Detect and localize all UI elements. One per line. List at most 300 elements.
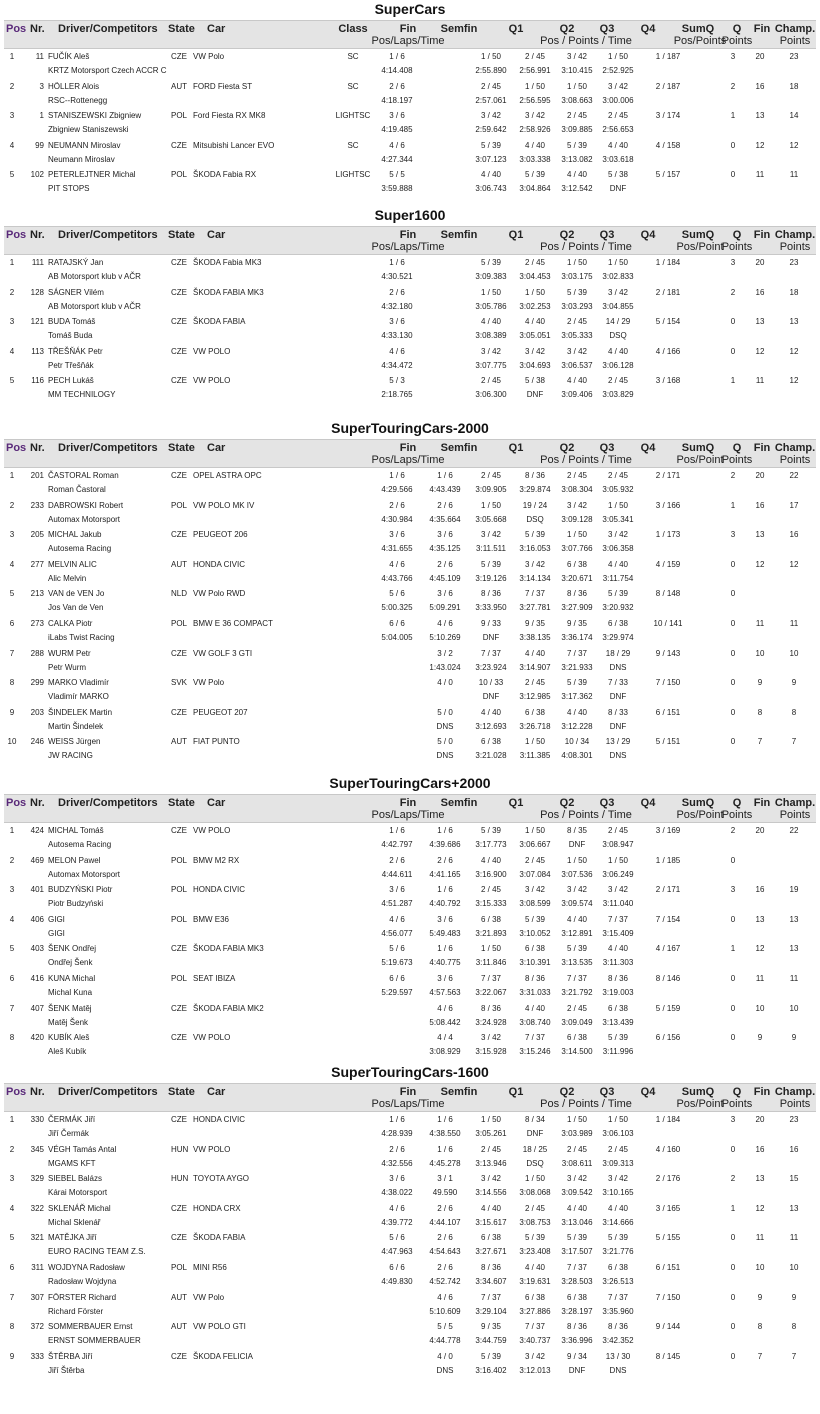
- cell-nr: 322: [30, 1203, 44, 1213]
- cell-fin1: 2 / 6: [389, 1144, 405, 1154]
- cell-q4a: 3 / 42: [607, 885, 629, 895]
- header-driver: Driver/Competitors: [58, 797, 158, 809]
- cell-team: Jiří Štěrba: [48, 1365, 85, 1375]
- cell-nr: 299: [30, 678, 44, 688]
- cell-q1a: 3 / 42: [480, 1033, 502, 1043]
- cell-fin2: 5:00.325: [381, 603, 413, 613]
- cell-fin2: 4:38.022: [381, 1188, 413, 1198]
- cell-driver: DABROWSKI Robert: [48, 500, 124, 510]
- cell-pos: 4: [9, 559, 15, 569]
- cell-team: Piotr Budzyński: [48, 899, 104, 909]
- cell-car: VW POLO: [193, 1033, 231, 1043]
- table-row: [4, 1031, 816, 1061]
- cell-fin2: 4:39.772: [381, 1217, 413, 1227]
- cell-q2a: 8 / 36: [524, 974, 546, 983]
- cell-q4b: 2:56.653: [602, 125, 634, 135]
- cell-qp: 2: [730, 81, 736, 91]
- table-row: [4, 1231, 816, 1261]
- cell-q2b: 3:07.084: [519, 869, 551, 879]
- cell-cp: 16: [789, 530, 799, 540]
- cell-cp: 18: [789, 287, 799, 297]
- table-row: [4, 315, 816, 345]
- cell-semf1: 2 / 6: [437, 1263, 453, 1272]
- cell-team: RSC--Rottenegg: [48, 95, 108, 105]
- cell-nr: 99: [35, 140, 44, 150]
- cell-sumq: 2 / 176: [655, 1174, 681, 1184]
- cell-fin2: 4:49.830: [381, 1277, 413, 1286]
- cell-q1a: 1 / 50: [480, 500, 502, 510]
- cell-driver: SIEBEL Balázs: [48, 1174, 102, 1184]
- cell-q4a: 7 / 33: [607, 678, 629, 688]
- cell-q3a: 4 / 40: [566, 170, 588, 180]
- cell-fp: 11: [755, 376, 765, 386]
- cell-q1b: 3:17.773: [475, 840, 507, 849]
- cell-q4b: DNF: [609, 721, 627, 731]
- cell-car: FORD Fiesta ST: [193, 81, 253, 91]
- cell-state: CZE: [171, 140, 187, 150]
- cell-q4b: 2:52.925: [602, 66, 634, 75]
- header-q2: Q2: [559, 229, 575, 241]
- cell-nr: 407: [30, 1003, 44, 1013]
- cell-fin1: 3 / 6: [389, 885, 405, 895]
- cell-q1b: 3:16.900: [475, 869, 507, 879]
- cell-cp: 10: [789, 648, 799, 658]
- cell-qp: 3: [730, 1115, 736, 1124]
- cell-driver: WURM Petr: [48, 648, 91, 658]
- cell-cp: 19: [789, 885, 799, 895]
- header-semfin: Semfin: [440, 797, 478, 809]
- cell-q2a: 4 / 40: [524, 317, 546, 327]
- cell-q2a: 2 / 45: [524, 1203, 546, 1213]
- section-title: SuperTouringCars+2000: [329, 775, 491, 791]
- cell-q1b: 3:23.924: [475, 662, 507, 672]
- cell-sumq: 4 / 167: [655, 944, 681, 954]
- cell-pos: 4: [9, 346, 15, 356]
- cell-fin1: 2 / 6: [389, 500, 405, 510]
- cell-fin1: 1 / 6: [389, 1115, 405, 1124]
- cell-pos: 1: [9, 471, 15, 480]
- cell-pos: 4: [9, 914, 15, 924]
- table-row: [4, 256, 816, 286]
- cell-team: Michal Kuna: [48, 988, 93, 997]
- cell-pos: 7: [9, 648, 15, 658]
- cell-driver: ŠINDELEK Martin: [48, 707, 113, 717]
- cell-cp: 12: [789, 559, 799, 569]
- cell-q3b: 3:08.611: [561, 1158, 593, 1168]
- cell-nr: 1: [39, 111, 44, 121]
- cell-pos: 2: [9, 855, 15, 865]
- cell-driver: PECH Lukáš: [48, 376, 94, 386]
- cell-pos: 7: [9, 1292, 15, 1302]
- cell-driver: FÖRSTER Richard: [48, 1292, 117, 1302]
- cell-q2a: 4 / 40: [524, 648, 546, 658]
- subheader-fin: Pos/Laps/Time: [371, 454, 445, 466]
- cell-q2a: 3 / 42: [524, 1351, 546, 1361]
- cell-q1b: 3:15.333: [475, 899, 507, 909]
- table-row: [4, 1202, 816, 1232]
- cell-q3b: 3:09.542: [561, 1188, 593, 1198]
- cell-state: POL: [171, 170, 188, 180]
- header-semfin: Semfin: [440, 1086, 478, 1098]
- subheader-fin: Pos/Laps/Time: [371, 241, 445, 253]
- cell-sumq: 5 / 155: [655, 1233, 681, 1243]
- header-q1: Q1: [508, 229, 524, 241]
- cell-cp: 10: [789, 1003, 799, 1013]
- cell-fp: 10: [755, 1263, 765, 1272]
- cell-cp: 11: [789, 619, 799, 628]
- cell-q4a: 13 / 30: [605, 1351, 631, 1361]
- cell-fp: 16: [755, 81, 765, 91]
- cell-nr: 469: [30, 855, 44, 865]
- cell-q1b: 3:24.928: [475, 1017, 507, 1027]
- cell-cp: 13: [789, 914, 799, 924]
- cell-cls: SC: [347, 81, 359, 91]
- cell-q3b: 3:20.671: [561, 573, 593, 583]
- cell-nr: 403: [30, 944, 44, 954]
- cell-q1b: 3:15.928: [475, 1047, 507, 1057]
- cell-state: CZE: [171, 944, 187, 954]
- cell-semf2: 5:49.483: [429, 928, 461, 938]
- cell-state: AUT: [171, 81, 187, 91]
- cell-car: PEUGEOT 207: [193, 707, 248, 717]
- cell-q3b: 3:14.500: [561, 1047, 593, 1057]
- header-qpts: Q: [732, 442, 742, 454]
- cell-q2a: 3 / 42: [524, 885, 546, 895]
- cell-q4a: 6 / 38: [607, 1263, 629, 1272]
- header-state: State: [168, 1086, 195, 1098]
- cell-semf2: 4:38.550: [429, 1129, 461, 1138]
- cell-pos: 3: [9, 111, 15, 121]
- cell-team: Automax Motorsport: [48, 514, 121, 524]
- cell-q2b: 3:40.737: [519, 1336, 551, 1346]
- cell-fin2: 4:31.655: [381, 544, 413, 554]
- cell-qp: 1: [730, 111, 736, 121]
- cell-semf2: 4:35.125: [429, 544, 461, 554]
- cell-qp: 0: [730, 1033, 736, 1043]
- cell-state: CZE: [171, 471, 187, 480]
- cell-car: ŠKODA FABIA: [193, 317, 246, 327]
- cell-semf1: 2 / 6: [437, 855, 453, 865]
- cell-cp: 23: [789, 1115, 799, 1124]
- cell-q3b: 3:07.536: [561, 869, 593, 879]
- cell-q3a: 7 / 37: [566, 648, 588, 658]
- cell-cp: 13: [789, 944, 799, 954]
- section-title: Super1600: [374, 207, 446, 223]
- subheader-fin: Pos/Laps/Time: [371, 809, 445, 821]
- cell-team: MGAMS KFT: [48, 1158, 96, 1168]
- cell-pos: 5: [9, 1233, 15, 1243]
- cell-q2b: 3:08.068: [519, 1188, 551, 1198]
- cell-fp: 16: [755, 500, 765, 510]
- table-header: [4, 439, 816, 468]
- cell-sumq: 4 / 160: [655, 1144, 681, 1154]
- cell-cp: 7: [791, 1351, 797, 1361]
- cell-q4a: 5 / 38: [607, 170, 629, 180]
- cell-q4b: 3:05.932: [602, 485, 634, 494]
- cell-q3a: 7 / 37: [566, 1263, 588, 1272]
- cell-fin2: 4:44.611: [381, 869, 413, 879]
- cell-q3a: 2 / 45: [566, 1003, 588, 1013]
- cell-semf2: 1:43.024: [429, 662, 461, 672]
- cell-qp: 0: [730, 914, 736, 924]
- cell-state: POL: [171, 974, 188, 983]
- cell-car: FIAT PUNTO: [193, 737, 240, 747]
- header-fin: Fin: [399, 23, 417, 35]
- table-row: [4, 558, 816, 588]
- cell-fin2: 4:33.130: [381, 331, 413, 341]
- cell-state: HUN: [171, 1174, 189, 1184]
- cell-nr: 329: [30, 1174, 44, 1184]
- cell-q4a: 2 / 45: [607, 1144, 629, 1154]
- cell-q4b: 3:09.313: [602, 1158, 634, 1168]
- header-nr: Nr.: [30, 1086, 45, 1098]
- cell-sumq: 6 / 151: [655, 707, 681, 717]
- cell-cls: SC: [347, 140, 359, 150]
- cell-nr: 128: [30, 287, 44, 297]
- cell-q1b: 2:59.642: [475, 125, 507, 135]
- cell-cp: 8: [791, 707, 797, 717]
- cell-sumq: 7 / 154: [655, 914, 681, 924]
- cell-q1a: 7 / 37: [480, 1292, 502, 1302]
- cell-qp: 0: [730, 170, 736, 180]
- subheader-fin: Pos/Laps/Time: [371, 35, 445, 47]
- cell-car: OPEL ASTRA OPC: [193, 471, 262, 480]
- cell-semf1: 3 / 6: [437, 589, 453, 599]
- cell-cp: 17: [789, 500, 799, 510]
- cell-sumq: 1 / 184: [655, 258, 681, 267]
- cell-q4b: 3:20.932: [602, 603, 634, 613]
- cell-q1a: 4 / 40: [480, 317, 502, 327]
- cell-q1b: 3:16.402: [475, 1365, 507, 1375]
- cell-nr: 277: [30, 559, 44, 569]
- cell-nr: 113: [31, 346, 44, 356]
- cell-state: CZE: [171, 1203, 187, 1213]
- cell-q4a: 6 / 38: [607, 1003, 629, 1013]
- cell-cp: 10: [789, 1263, 799, 1272]
- cell-q3a: 4 / 40: [566, 914, 588, 924]
- cell-q1b: 3:07.123: [475, 154, 507, 164]
- cell-sumq: 2 / 171: [655, 885, 681, 895]
- cell-q1a: 4 / 40: [480, 170, 502, 180]
- cell-cp: 11: [789, 974, 799, 983]
- cell-sumq: 7 / 150: [655, 1292, 681, 1302]
- cell-car: ŠKODA Fabia RX: [193, 170, 257, 180]
- cell-q3a: 4 / 40: [566, 1203, 588, 1213]
- cell-car: BMW M2 RX: [193, 855, 240, 865]
- subheader-q23: Pos / Points / Time: [540, 454, 632, 466]
- cell-pos: 6: [9, 619, 15, 628]
- cell-semf1: 1 / 6: [437, 471, 453, 480]
- subheader-champ: Points: [779, 1098, 811, 1110]
- cell-nr: 401: [30, 885, 44, 895]
- cell-q2a: 6 / 38: [524, 944, 546, 954]
- cell-fin2: 4:18.197: [381, 95, 413, 105]
- cell-q1b: 3:07.775: [475, 360, 507, 370]
- cell-fp: 13: [755, 317, 765, 327]
- cell-q3a: 9 / 35: [566, 619, 588, 628]
- cell-team: Aleš Kubík: [48, 1047, 87, 1057]
- cell-q4b: 3:26.513: [602, 1277, 634, 1286]
- cell-q4b: 3:11.040: [602, 899, 634, 909]
- cell-semf1: 4 / 6: [437, 1292, 453, 1302]
- cell-fp: 12: [755, 559, 765, 569]
- cell-pos: 6: [9, 1263, 15, 1272]
- cell-q3a: 5 / 39: [566, 944, 588, 954]
- table-row: [4, 617, 816, 647]
- cell-q3a: 6 / 38: [566, 1033, 588, 1043]
- cell-qp: 0: [730, 974, 736, 983]
- header-q4: Q4: [640, 229, 656, 241]
- header-semfin: Semfin: [440, 23, 478, 35]
- cell-fin2: 4:30.984: [381, 514, 413, 524]
- cell-q1a: 3 / 42: [480, 111, 502, 121]
- cell-car: VW POLO: [193, 826, 231, 835]
- cell-q1a: 4 / 40: [480, 707, 502, 717]
- cell-fp: 13: [755, 111, 765, 121]
- cell-q2a: 8 / 36: [524, 471, 546, 480]
- cell-pos: 10: [7, 737, 17, 747]
- cell-semf1: 2 / 6: [437, 1203, 453, 1213]
- cell-q3b: 3:03.989: [561, 1129, 593, 1138]
- cell-q4b: 3:06.358: [602, 544, 634, 554]
- table-row: [4, 345, 816, 375]
- header-q4: Q4: [640, 442, 656, 454]
- cell-q4b: 3:42.352: [602, 1336, 634, 1346]
- cell-q3b: 3:36.996: [561, 1336, 593, 1346]
- cell-q2b: 3:15.246: [519, 1047, 551, 1057]
- cell-fp: 11: [755, 619, 765, 628]
- table-row: [4, 883, 816, 913]
- cell-cp: 23: [789, 258, 799, 267]
- header-fin: Fin: [399, 797, 417, 809]
- cell-pos: 7: [9, 1003, 15, 1013]
- table-row: [4, 1261, 816, 1291]
- cell-fin1: 5 / 5: [389, 170, 405, 180]
- cell-q2b: 3:08.740: [519, 1017, 551, 1027]
- cell-pos: 3: [9, 530, 15, 540]
- cell-q4b: DSQ: [609, 331, 627, 341]
- cell-driver: HÖLLER Alois: [48, 81, 100, 91]
- cell-qp: 3: [730, 258, 736, 267]
- cell-q3a: 1 / 50: [566, 530, 588, 540]
- cell-fin1: 4 / 6: [389, 914, 405, 924]
- cell-cp: 18: [789, 81, 799, 91]
- cell-fp: 9: [757, 678, 763, 688]
- cell-cp: 13: [789, 317, 799, 327]
- cell-q2b: 3:03.338: [519, 154, 551, 164]
- cell-fin1: 4 / 6: [389, 140, 405, 150]
- cell-q4b: DNS: [609, 662, 627, 672]
- cell-q1a: 2 / 45: [480, 81, 502, 91]
- cell-semf1: 3 / 6: [437, 530, 453, 540]
- cell-nr: 416: [30, 974, 44, 983]
- cell-car: VW POLO: [193, 346, 231, 356]
- cell-q1b: 3:06.743: [475, 184, 507, 194]
- cell-fin1: 6 / 6: [389, 619, 405, 628]
- cell-q2b: 2:56.595: [519, 95, 551, 105]
- table-row: [4, 1172, 816, 1202]
- cell-driver: MATĚJKA Jiří: [48, 1233, 97, 1243]
- table-row: [4, 647, 816, 677]
- cell-fin1: 4 / 6: [389, 1203, 405, 1213]
- cell-team: KRTZ Motorsport Czech ACCR C: [48, 66, 167, 75]
- cell-car: ŠKODA FABIA MK3: [193, 287, 264, 297]
- cell-q3b: 3:28.197: [561, 1306, 593, 1316]
- cell-q3a: 5 / 39: [566, 287, 588, 297]
- cell-state: CZE: [171, 707, 187, 717]
- cell-q3a: 4 / 40: [566, 707, 588, 717]
- cell-pos: 4: [9, 140, 15, 150]
- header-driver: Driver/Competitors: [58, 442, 158, 454]
- cell-cp: 23: [789, 52, 799, 61]
- cell-fin2: 5:19.673: [381, 958, 413, 968]
- header-q3: Q3: [599, 1086, 615, 1098]
- cell-state: POL: [171, 914, 188, 924]
- cell-q1a: 2 / 45: [480, 1144, 502, 1154]
- cell-qp: 0: [730, 619, 736, 628]
- cell-q1b: 3:27.671: [475, 1247, 507, 1257]
- cell-fin2: 4:14.408: [381, 66, 413, 75]
- cell-q2a: 6 / 38: [524, 1292, 546, 1302]
- cell-fp: 11: [755, 170, 765, 180]
- subheader-qpts: Points: [721, 241, 753, 253]
- cell-q3a: 1 / 50: [566, 81, 588, 91]
- cell-driver: MELON Pawel: [48, 855, 101, 865]
- cell-fin1: 5 / 6: [389, 1233, 405, 1243]
- cell-fin1: 1 / 6: [389, 826, 405, 835]
- header-q4: Q4: [640, 1086, 656, 1098]
- cell-q1a: 2 / 45: [480, 885, 502, 895]
- cell-q1b: 3:14.556: [475, 1188, 507, 1198]
- cell-driver: BUDZYŃSKI Piotr: [48, 885, 113, 895]
- cell-fin2: 4:56.077: [381, 928, 413, 938]
- cell-q4b: 3:06.128: [602, 360, 634, 370]
- subheader-champ: Points: [779, 454, 811, 466]
- cell-state: POL: [171, 500, 188, 510]
- cell-q4a: 2 / 45: [607, 111, 629, 121]
- cell-team: EURO RACING TEAM Z.S.: [48, 1247, 146, 1257]
- cell-driver: MICHAL Tomáš: [48, 826, 104, 835]
- cell-q3b: DNF: [568, 1365, 586, 1375]
- cell-q3a: 3 / 42: [566, 52, 588, 61]
- cell-driver: VÉGH Tamás Antal: [48, 1144, 117, 1154]
- cell-nr: 102: [30, 170, 44, 180]
- cell-q2a: 2 / 45: [524, 258, 546, 267]
- cell-team: Autosema Racing: [48, 544, 112, 554]
- header-fin: Fin: [399, 1086, 417, 1098]
- cell-team: Petr Třešňák: [48, 360, 94, 370]
- cell-cp: 11: [789, 1233, 799, 1243]
- cell-fin2: 4:34.472: [381, 360, 413, 370]
- cell-team: AB Motorsport klub v AČR: [48, 301, 141, 311]
- cell-fp: 13: [755, 1174, 765, 1184]
- cell-q2a: 1 / 50: [524, 737, 546, 747]
- cell-state: AUT: [171, 737, 187, 747]
- cell-qp: 0: [730, 317, 736, 327]
- cell-pos: 1: [9, 52, 15, 61]
- cell-qp: 0: [730, 589, 736, 599]
- cell-q2a: 1 / 50: [524, 287, 546, 297]
- cell-state: CZE: [171, 376, 187, 386]
- cell-q3a: 8 / 35: [566, 826, 588, 835]
- cell-q4b: DNF: [609, 184, 627, 194]
- cell-car: BMW E 36 COMPACT: [193, 619, 273, 628]
- cell-q2b: 3:08.599: [519, 899, 551, 909]
- cell-qp: 0: [730, 678, 736, 688]
- cell-nr: 273: [30, 619, 44, 628]
- cell-q2b: DNF: [526, 1129, 544, 1138]
- cell-semf2: 4:57.563: [429, 988, 461, 997]
